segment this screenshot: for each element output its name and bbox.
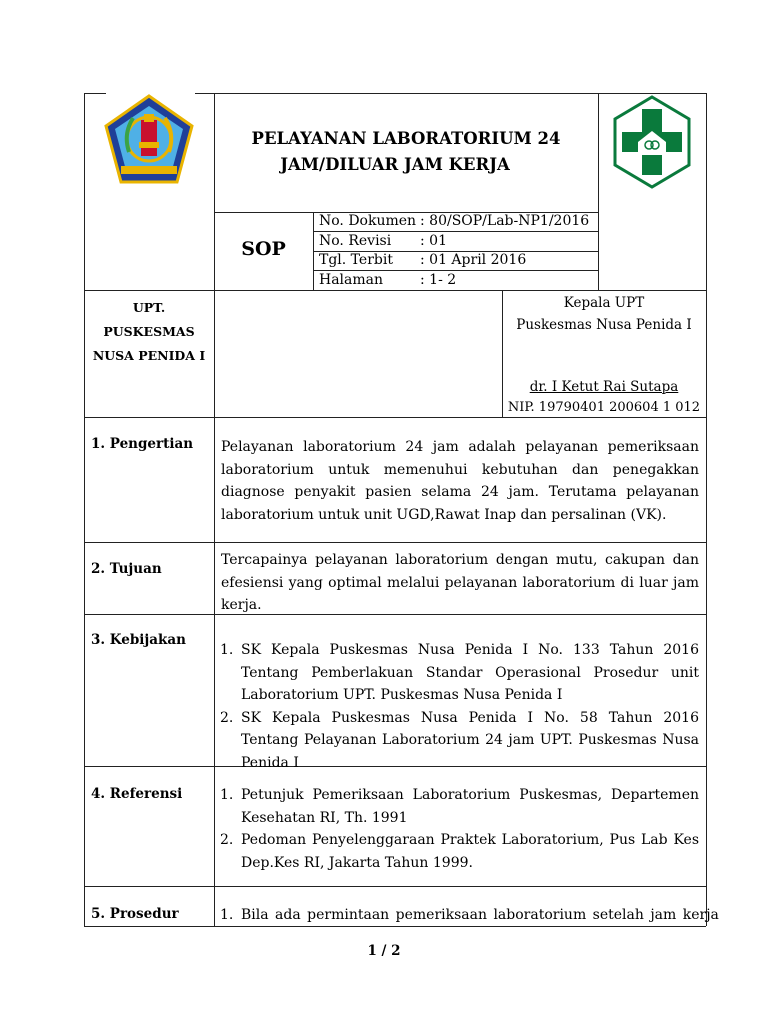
table-border-left (84, 93, 85, 926)
institution-name (84, 296, 214, 368)
page-number: 1 / 2 (367, 943, 401, 959)
prosedur-list (220, 904, 719, 927)
meta-value: : 1- 2 (420, 271, 457, 288)
list-item-number: 2. (220, 709, 234, 726)
row-line-1 (84, 417, 706, 418)
meta-row-halaman (319, 271, 589, 291)
meta-row-revisi (319, 232, 589, 252)
list-item-text: SK Kepala Puskesmas Nusa Penida I No. 58 Tahun 2016 Tentang Pelayanan Laboratorium 24 jam UPT. Puskesmas Nusa Penida I (241, 709, 699, 771)
title-line-1: PELAYANAN LABORATORIUM 24 (251, 129, 561, 148)
section-label-prosedur: 5. Prosedur (91, 906, 179, 922)
institution-line-3: NUSA PENIDA I (92, 348, 206, 363)
signatory-name: dr. I Ketut Rai Sutapa (529, 379, 679, 395)
signature-position (502, 292, 706, 336)
section-label-tujuan: 2. Tujuan (91, 561, 162, 577)
meta-label: Tgl. Terbit (319, 252, 393, 268)
list-item-number: 1. (220, 787, 234, 803)
sop-label: SOP (241, 238, 286, 260)
meta-label: No. Revisi (319, 232, 392, 249)
list-item (220, 904, 719, 927)
signature-position-line-1: Kepala UPT (563, 295, 645, 311)
document-title (214, 126, 598, 178)
list-item-text: Bila ada permintaan pemeriksaan laboratorium setelah jam kerja (241, 907, 719, 923)
meta-row-dokumen (319, 212, 589, 232)
table-border-right (706, 93, 707, 926)
list-item (220, 829, 699, 874)
meta-value: : 01 (420, 232, 447, 249)
list-item-text: Pedoman Penyelenggaraan Praktek Laboratorium, Pus Lab Kes Dep.Kes RI, Jakarta Tahun 1999. (241, 832, 699, 871)
section-text-pengertian: Pelayanan laboratorium 24 jam adalah pelayanan pemeriksaan laboratorium untuk memenuhui kebutuhan dan penegakkan diagnose penyakit pasien selama 24 jam. Terutama pelayanan laboratorium untuk unit UGD,Rawat Inap dan persalinan (VK). (221, 439, 699, 523)
section-text-tujuan: Tercapainya pelayanan laboratorium dengan mutu, cakupan dan efesiensi yang optimal melalui pelayanan laboratorium di luar jam kerja. (221, 552, 699, 613)
signature-block (502, 290, 706, 417)
row-line-5 (84, 886, 706, 887)
list-item-text: SK Kepala Puskesmas Nusa Penida I No. 133 Tahun 2016 Tentang Pemberlakuan Standar Operasional Prosedur unit Laboratorium UPT. Puskesmas Nusa Penida I (241, 642, 699, 703)
table-border-top (195, 93, 706, 94)
referensi-list (220, 784, 699, 874)
meta-value: : 01 April 2016 (420, 252, 527, 268)
list-item (220, 784, 699, 829)
section-label-referensi: 4. Referensi (91, 786, 183, 802)
meta-row-terbit (319, 251, 589, 271)
institution-line-1: UPT. (132, 300, 166, 315)
puskesmas-logo (612, 95, 692, 189)
list-item-number: 2. (220, 832, 234, 848)
section-label-kebijakan: 3. Kebijakan (91, 632, 186, 648)
list-item (220, 639, 699, 707)
list-item-number: 1. (220, 907, 234, 923)
title-line-2: JAM/DILUAR JAM KERJA (280, 155, 510, 174)
list-item (220, 707, 699, 775)
list-item-text: Petunjuk Pemeriksaan Laboratorium Puskesmas, Departemen Kesehatan RI, Th. 1991 (241, 787, 699, 826)
label-column-line (214, 93, 215, 926)
institution-line-2: PUSKESMAS (103, 324, 195, 339)
meta-column-line (313, 212, 314, 290)
meta-label: No. Dokumen (319, 213, 417, 229)
signatory-nip: NIP. 19790401 200604 1 012 (507, 400, 701, 415)
list-item-number: 1. (220, 642, 234, 658)
meta-label: Halaman (319, 271, 384, 288)
logo-column-line (598, 93, 599, 290)
regency-crest-logo (103, 94, 195, 184)
section-label-pengertian: 1. Pengertian (91, 436, 194, 452)
kebijakan-list (220, 639, 699, 774)
meta-value: : 80/SOP/Lab-NP1/2016 (420, 213, 590, 229)
signature-position-line-2: Puskesmas Nusa Penida I (516, 317, 692, 333)
document-meta (319, 212, 589, 290)
row-line-2 (84, 542, 706, 543)
